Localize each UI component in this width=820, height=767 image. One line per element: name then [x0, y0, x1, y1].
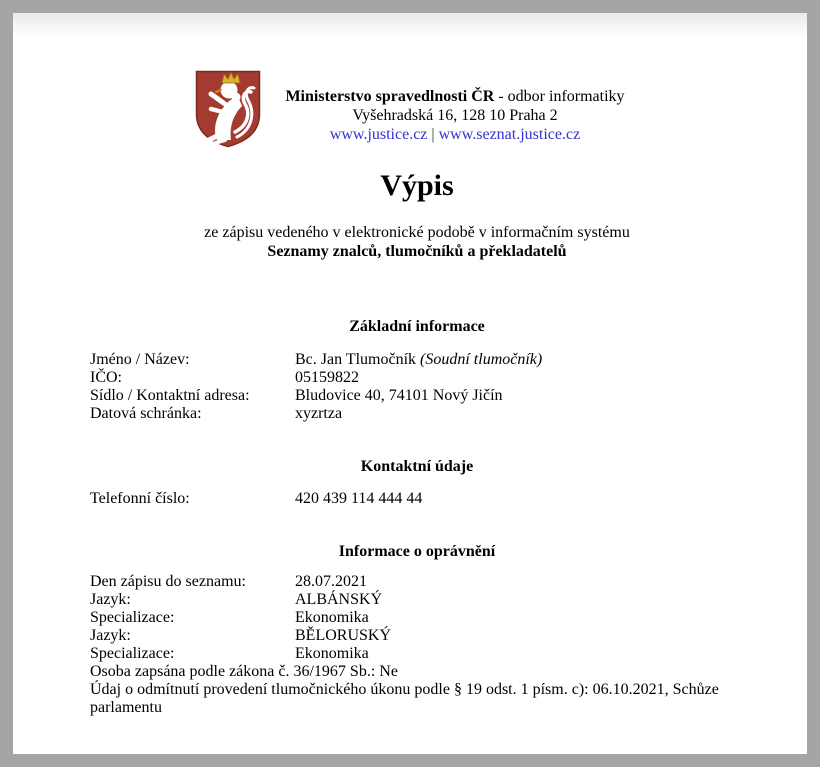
field-value: Ekonomika: [295, 609, 369, 626]
field-value: 28.07.2021: [295, 573, 367, 590]
field-label: Datová schránka:: [90, 405, 202, 422]
subtitle-line1: ze zápisu vedeného v elektronické podobě v informačním systému: [204, 224, 630, 241]
section-heading-basic-info: Základní informace: [349, 318, 485, 335]
ministry-address: Vyšehradská 16, 128 10 Praha 2: [352, 107, 558, 124]
field-label: Jazyk:: [90, 591, 131, 608]
contact-rows: [13, 490, 807, 508]
info-row-address: [90, 387, 807, 405]
ministry-links: [103, 125, 807, 144]
field-value: 420 439 114 444 44: [295, 490, 423, 507]
info-row-ico: [90, 369, 807, 387]
field-value: BĚLORUSKÝ: [295, 627, 392, 644]
field-label: Jazyk:: [90, 627, 131, 644]
section-heading-contact: Kontaktní údaje: [360, 458, 474, 475]
info-row-registration-date: [90, 573, 807, 591]
info-row-databox: [90, 405, 807, 423]
basic-info-rows: [13, 351, 807, 423]
info-row-name: [90, 351, 807, 369]
info-row-language-2: [90, 627, 807, 645]
info-row-language-1: [90, 591, 807, 609]
field-value: ALBÁNSKÝ: [295, 591, 383, 608]
justice-link[interactable]: www.justice.cz: [329, 126, 428, 143]
authorization-notes: [13, 663, 740, 717]
note-refusal-record: Údaj o odmítnutí provedení tlumočnického úkonu podle § 19 odst. 1 písm. c): 06.10.2021, Schůze parlamentu: [90, 681, 719, 716]
document-header: [13, 13, 807, 148]
section-heading-authorization: Informace o oprávnění: [338, 543, 496, 560]
field-label: Jméno / Název:: [90, 351, 190, 368]
field-label: Telefonní číslo:: [90, 490, 190, 507]
link-separator: |: [431, 126, 435, 143]
subtitle-line2: Seznamy znalců, tlumočníků a překladatelů: [267, 243, 567, 260]
ministry-department: - odbor informatiky: [494, 88, 625, 105]
field-value: xyzrtza: [295, 405, 343, 422]
ministry-line: [103, 87, 807, 106]
document-subtitle: [13, 223, 807, 261]
info-row-specialization-1: [90, 609, 807, 627]
info-row-phone: [90, 490, 807, 508]
ministry-name: Ministerstvo spravedlnosti ČR: [285, 88, 495, 105]
authorization-rows: [13, 573, 807, 663]
field-value: Bludovice 40, 74101 Nový Jičín: [295, 387, 503, 404]
field-label: Specializace:: [90, 609, 175, 626]
document-page: [13, 13, 807, 754]
field-label: IČO:: [90, 369, 122, 386]
note-registered-by-law: Osoba zapsána podle zákona č. 36/1967 Sb.: Ne: [90, 663, 398, 680]
info-row-specialization-2: [90, 645, 807, 663]
field-label: Sídlo / Kontaktní adresa:: [90, 387, 250, 404]
field-value: 05159822: [295, 369, 359, 386]
document-title: Výpis: [380, 169, 454, 202]
field-value: Bc. Jan Tlumočník (Soudní tlumočník): [295, 351, 543, 368]
field-value: Ekonomika: [295, 645, 369, 662]
field-label: Specializace:: [90, 645, 175, 662]
field-value-italic: (Soudní tlumočník): [420, 351, 543, 368]
ministry-header-text: [13, 87, 807, 144]
field-label: Den zápisu do seznamu:: [90, 573, 246, 590]
seznat-justice-link[interactable]: www.seznat.justice.cz: [438, 126, 581, 143]
